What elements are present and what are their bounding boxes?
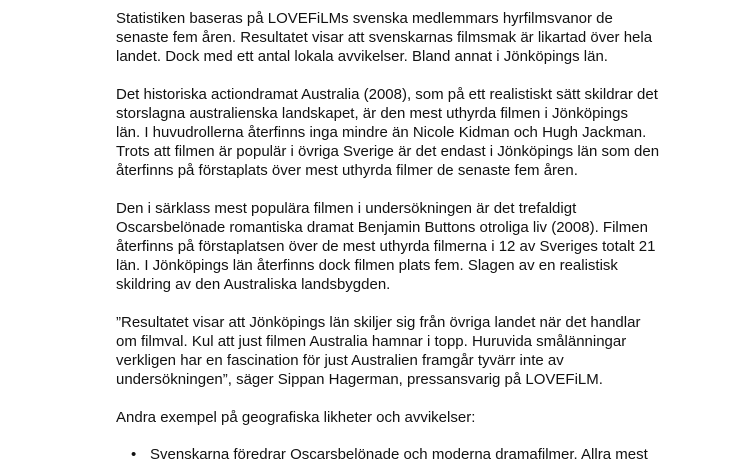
list-item-text: Svenskarna föredrar Oscarsbelönade och moderna dramafilmer. Allra mest: [150, 446, 648, 463]
australia-paragraph: Det historiska actiondramat Australia (2008), som på ett realistiskt sätt skildrar det storslagna australienska landskapet, är den mest uthyrda filmen i Jönköpings län. I huvudrollerna återfinns inga mindre än Nicole Kidman och Hugh Jackman. Trots att filmen är populär i övriga Sverige är det endast i Jönköpings län som den återfinns på förstaplats över mest uthyrda filmer de senaste fem åren.: [116, 86, 660, 179]
list-item: [116, 445, 716, 464]
bullet-icon: •: [131, 446, 137, 463]
benjamin-button-paragraph: Den i särklass mest populära filmen i undersökningen är det trefaldigt Oscarsbelönade romantiska dramat Benjamin Buttons otroliga liv (2008). Filmen återfinns på förstaplatsen över de mest uthyrda filmerna i 12 av Sveriges totalt 21 län. I Jönköpings län återfinns dock filmen plats fem. Slagen av en realistisk skildring av den Australiska landsbygden.: [116, 200, 656, 293]
examples-heading: Andra exempel på geografiska likheter och avvikelser:: [116, 409, 476, 426]
document-body: [116, 9, 716, 464]
quote-paragraph: ”Resultatet visar att Jönköpings län skiljer sig från övriga landet när det handlar om filmval. Kul att just filmen Australia hamnar i topp. Huruvida smålänningar verkligen har en fascination för just Australien framgår tyvärr inte av undersökningen”, säger Sippan Hagerman, pressansvarig på LOVEFiLM.: [116, 314, 641, 388]
intro-paragraph: Statistiken baseras på LOVEFiLMs svenska medlemmars hyrfilmsvanor de senaste fem åren. Resultatet visar att svenskarnas filmsmak är likartad över hela landet. Dock med ett antal lokala avvikelser. Bland annat i Jönköpings län.: [116, 10, 653, 65]
examples-list: [116, 445, 716, 464]
